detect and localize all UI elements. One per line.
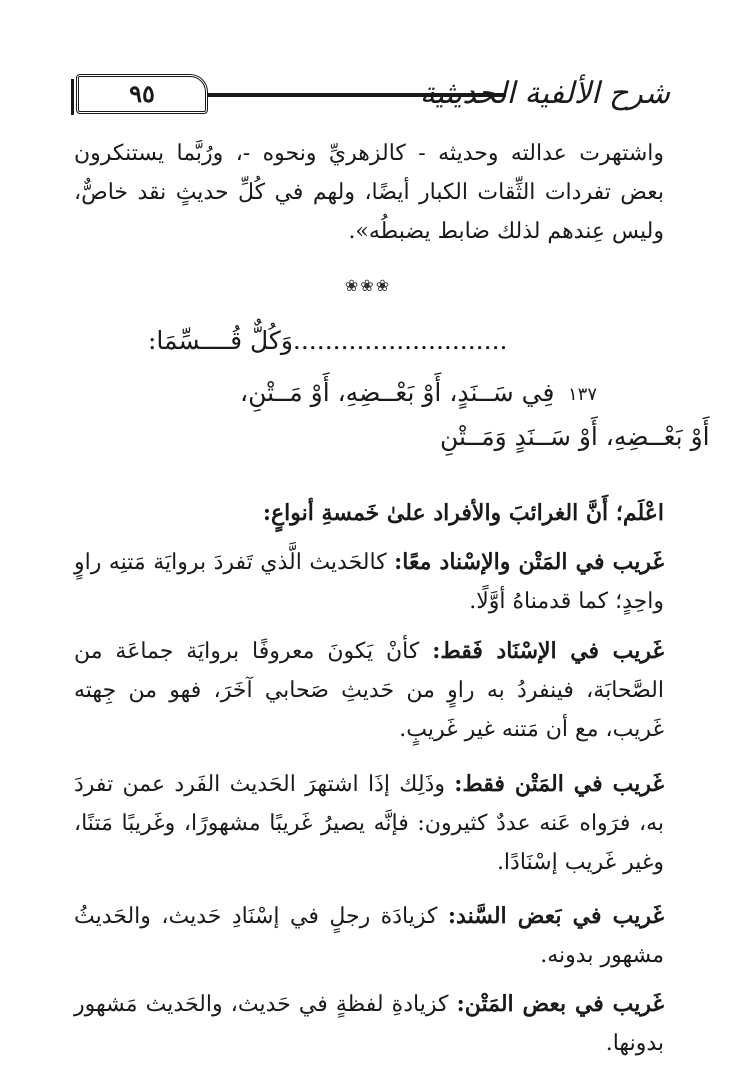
type-5-paragraph xyxy=(74,985,664,1063)
type-5-text: كزيادةِ لفظةٍ في حَديث، والحَديث مَشهور بدونها. xyxy=(74,992,664,1056)
intro-paragraph: واشتهرت عدالته وحديثه - كالزهريِّ ونحوه -، ورُبَّما يستنكرون بعض تفردات الثِّقات الكبار أيضًا، ولهم في كُلِّ حديثٍ نقد خاصٌّ، وليس عِندهم لذلك ضابط يضبطُه». xyxy=(74,141,664,244)
verse-dots: ........................... xyxy=(292,326,508,355)
verse-line-2: فِي سَــنَدٍ، أَوْ بَعْــضِهِ، أَوْ مَــتْنِ، xyxy=(240,378,555,407)
page-header xyxy=(70,66,670,122)
verse-number: ١٣٧ xyxy=(568,384,598,405)
type-1-text: كالحَديث الَّذي تَفردَ بروايَة مَتنِه راوٍ واحِدٍ؛ كما قدمناهُ أوَّلًا. xyxy=(74,550,664,614)
type-3-label: غَريب في المَتْن فقط: xyxy=(454,771,664,797)
type-4-label: غَريب في بَعض السَّند: xyxy=(447,903,665,929)
section-heading: اعْلَم؛ أَنَّ الغرائبَ والأفراد علىٰ خَمسةِ أنواعٍ: xyxy=(262,500,664,526)
type-5-label: غَريب في بعض المَتْن: xyxy=(456,991,664,1017)
section-ornament: ❀❀❀ xyxy=(344,276,392,295)
type-3-paragraph xyxy=(74,765,664,882)
verse-line-1 xyxy=(148,326,507,355)
type-3-text: وذَلِك إذَا اشتهرَ الحَديث الفَرد عمن تفردَ به، فرَواه عَنه عددٌ كثيرون: فإنَّه يصيرُ غَريبًا مشهورًا، وغَريبًا مَتنًا، وغير غَريب إسْنَادًا. xyxy=(74,772,664,875)
type-4-text: كزيادَة رجلٍ في إسْنَادِ حَديث، والحَديثُ مشهور بدونه. xyxy=(74,904,664,968)
type-2-label: غَريب في الإسْنَاد فَقط: xyxy=(432,638,664,664)
verse-line-1-text: وَكُلٌّ قُــــسِّمَا: xyxy=(148,326,293,355)
page-number: ٩٥ xyxy=(76,74,208,114)
type-1-label: غَريب في المَتْن والإسْناد معًا: xyxy=(394,549,664,575)
type-2-text: كأنْ يَكونَ معروفًا بروايَة جماعَة من الصَّحابَة، فينفردُ به راوٍ من حَديثِ صَحابي آخَرَ، فهو من جِهته غَريب، مع أن مَتنه غير غَريبٍ. xyxy=(74,639,664,742)
type-1-paragraph xyxy=(74,543,664,621)
type-2-paragraph xyxy=(74,632,664,749)
verse-line-3: أَوْ بَعْــضِهِ، أَوْ سَــنَدٍ وَمَــتْنِ xyxy=(440,422,710,451)
type-4-paragraph xyxy=(74,897,664,975)
book-title: شرح الألفية الحديثية xyxy=(419,76,670,111)
